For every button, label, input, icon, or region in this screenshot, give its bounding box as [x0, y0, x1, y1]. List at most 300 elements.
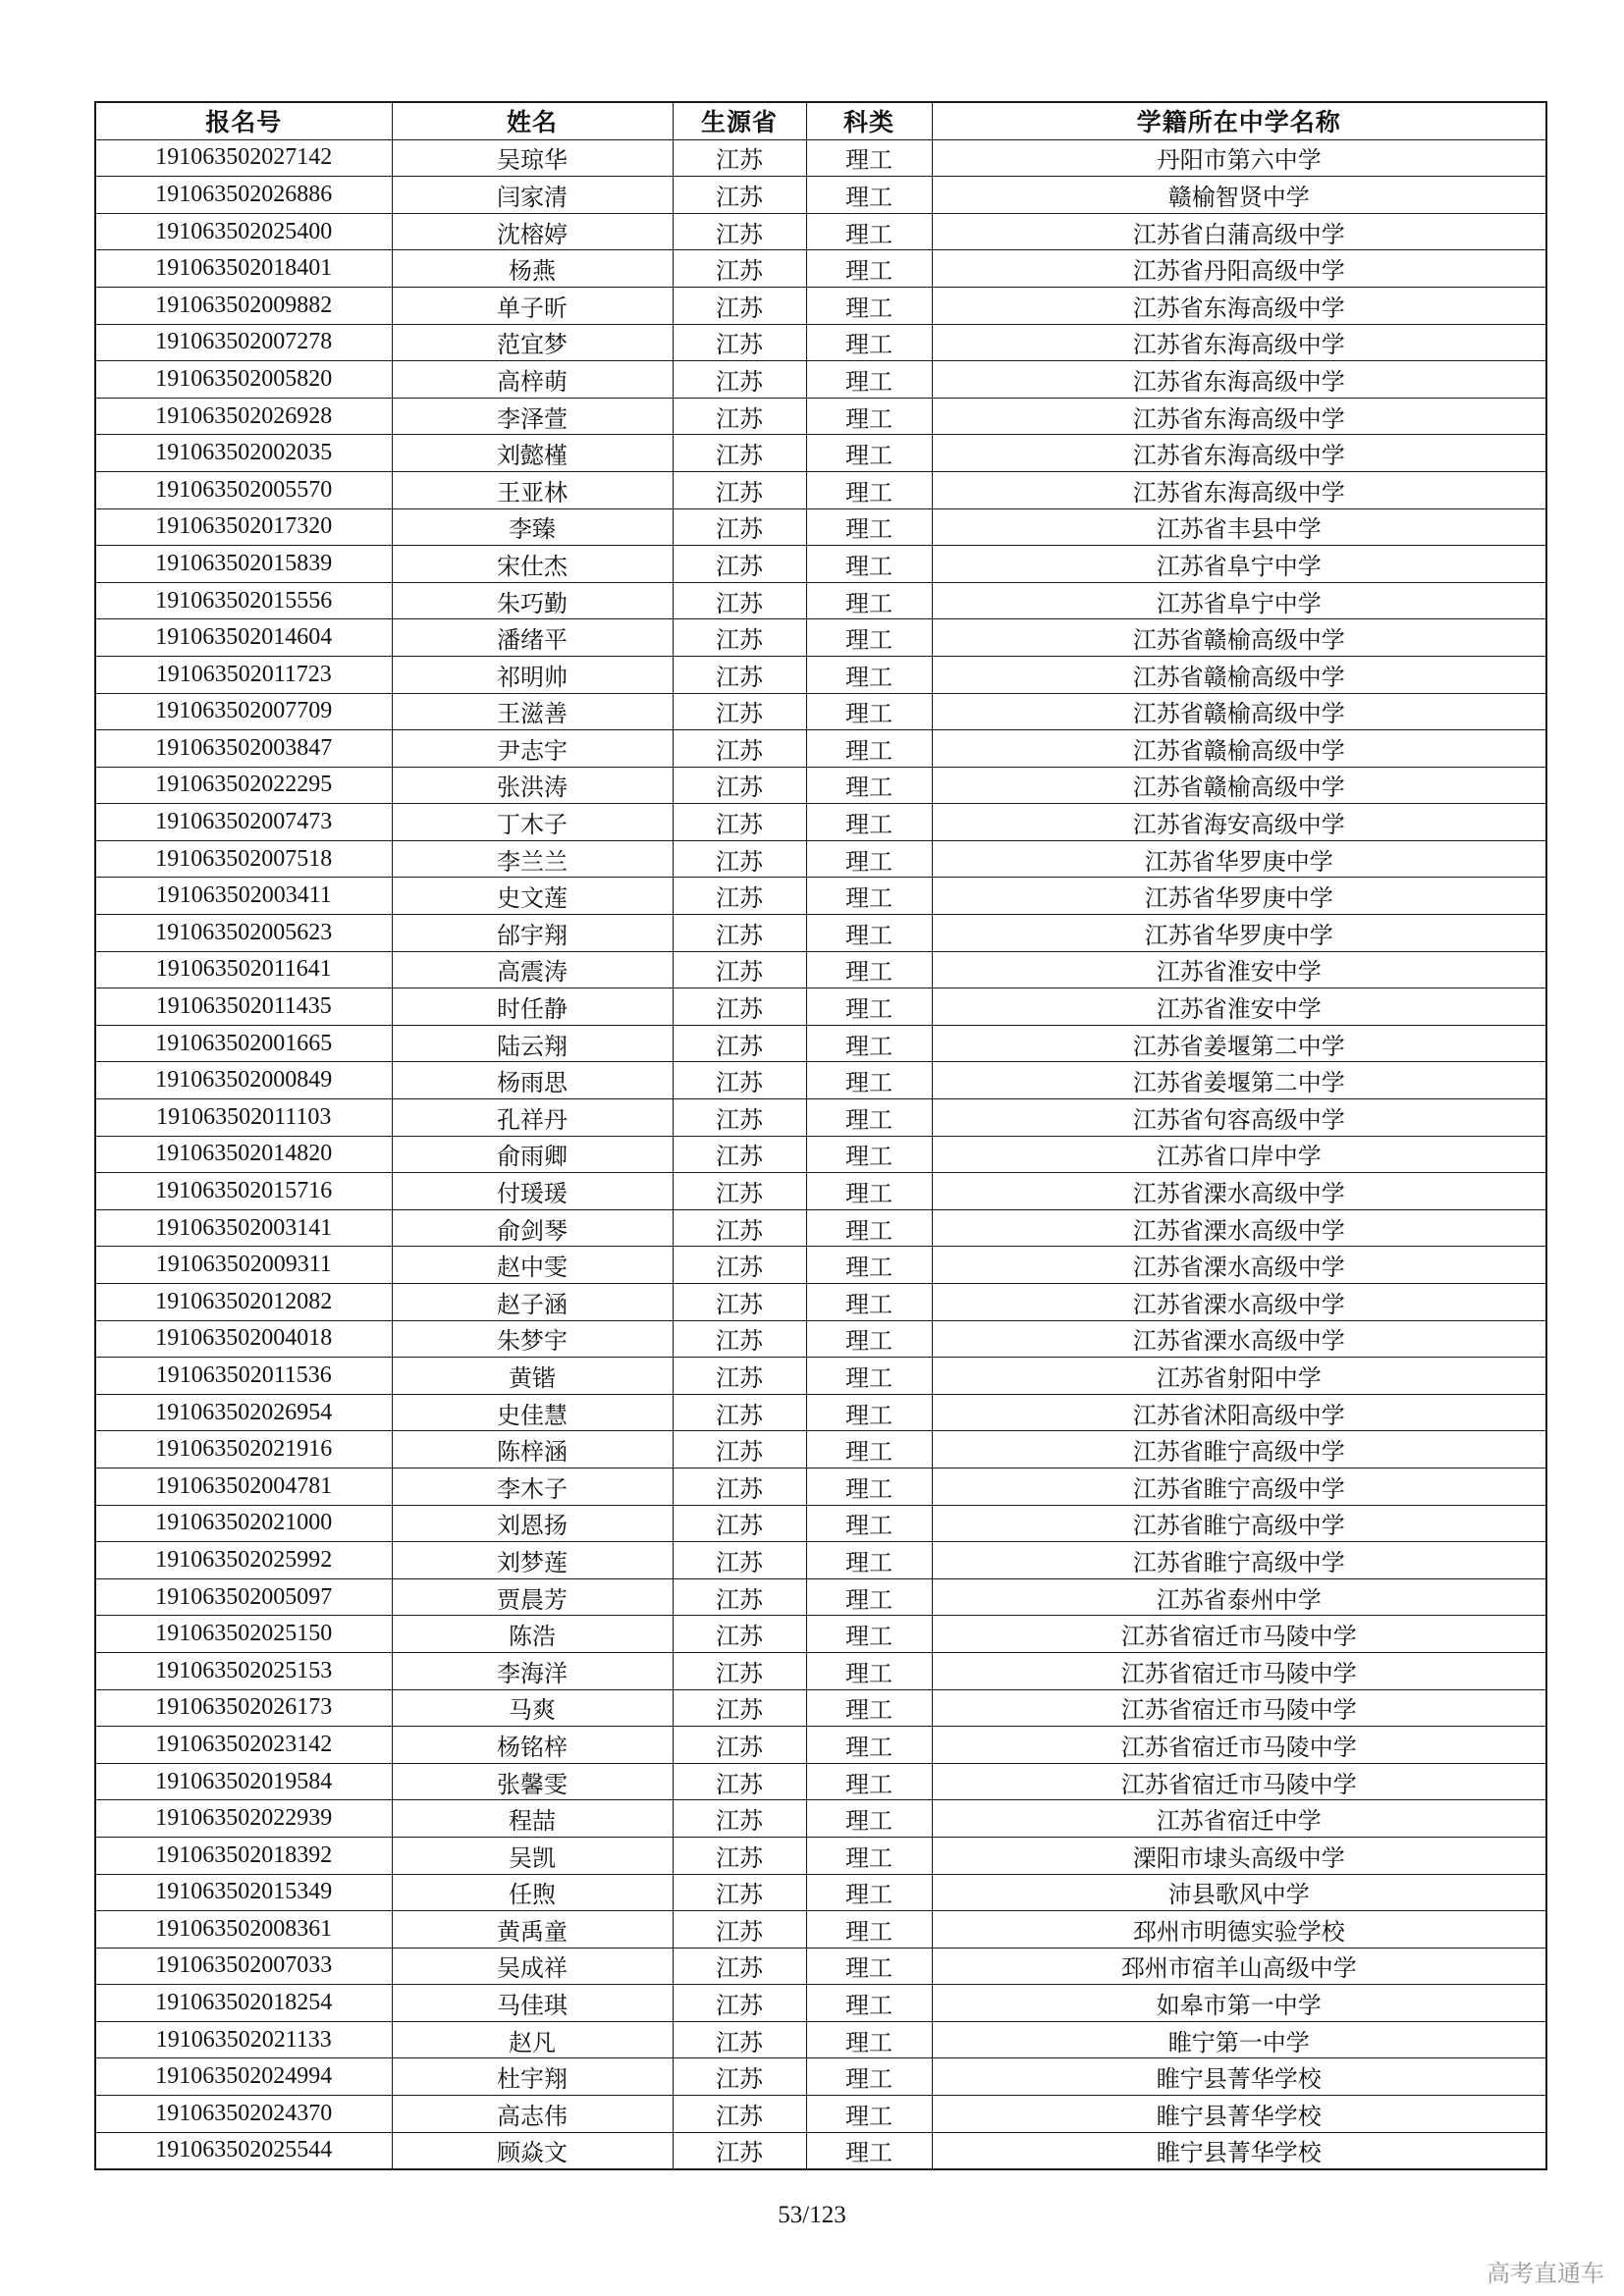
registration-number-cell: 191063502026886 [95, 177, 392, 214]
province-cell: 江苏 [673, 1578, 806, 1616]
province-cell: 江苏 [673, 582, 806, 619]
header-school: 学籍所在中学名称 [932, 102, 1546, 139]
name-cell: 王滋善 [392, 693, 673, 730]
table-row [95, 1911, 1546, 1949]
school-cell: 江苏省东海高级中学 [932, 398, 1546, 435]
category-cell: 理工 [806, 1578, 932, 1616]
name-cell: 马爽 [392, 1689, 673, 1727]
registration-number-cell: 191063502005097 [95, 1578, 392, 1616]
province-cell: 江苏 [673, 139, 806, 177]
table-row [95, 619, 1546, 657]
province-cell: 江苏 [673, 1099, 806, 1137]
category-cell: 理工 [806, 435, 932, 472]
registration-number-cell: 191063502012082 [95, 1284, 392, 1321]
name-cell: 贾晨芳 [392, 1578, 673, 1616]
name-cell: 宋仕杰 [392, 546, 673, 583]
table-row [95, 2058, 1546, 2096]
name-cell: 朱巧勤 [392, 582, 673, 619]
header-registration-number: 报名号 [95, 102, 392, 139]
table-row [95, 2132, 1546, 2169]
page-number: 53/123 [778, 2202, 846, 2228]
table-row [95, 1025, 1546, 1062]
category-cell: 理工 [806, 2021, 932, 2058]
table-row [95, 1763, 1546, 1800]
name-cell: 高梓萌 [392, 361, 673, 399]
category-cell: 理工 [806, 1136, 932, 1173]
name-cell: 闫家清 [392, 177, 673, 214]
province-cell: 江苏 [673, 2132, 806, 2169]
registration-number-cell: 191063502005623 [95, 915, 392, 952]
name-cell: 高志伟 [392, 2096, 673, 2133]
province-cell: 江苏 [673, 1468, 806, 1505]
province-cell: 江苏 [673, 1247, 806, 1284]
registration-number-cell: 191063502007033 [95, 1948, 392, 1985]
province-cell: 江苏 [673, 287, 806, 324]
table-row [95, 730, 1546, 768]
category-cell: 理工 [806, 1025, 932, 1062]
school-cell: 邳州市明德实验学校 [932, 1911, 1546, 1949]
category-cell: 理工 [806, 471, 932, 508]
table-row [95, 1505, 1546, 1542]
name-cell: 任煦 [392, 1874, 673, 1911]
table-row [95, 250, 1546, 288]
table-row [95, 398, 1546, 435]
name-cell: 黄禹童 [392, 1911, 673, 1949]
table-row [95, 1136, 1546, 1173]
registration-number-cell: 191063502021133 [95, 2021, 392, 2058]
table-row [95, 582, 1546, 619]
table-row [95, 1284, 1546, 1321]
table-row [95, 471, 1546, 508]
category-cell: 理工 [806, 1763, 932, 1800]
name-cell: 程喆 [392, 1800, 673, 1838]
school-cell: 江苏省华罗庚中学 [932, 915, 1546, 952]
registration-number-cell: 191063502015556 [95, 582, 392, 619]
category-cell: 理工 [806, 1358, 932, 1395]
category-cell: 理工 [806, 1689, 932, 1727]
category-cell: 理工 [806, 1985, 932, 2022]
table-row [95, 1689, 1546, 1727]
registration-number-cell: 191063502025544 [95, 2132, 392, 2169]
registration-number-cell: 191063502025992 [95, 1542, 392, 1579]
province-cell: 江苏 [673, 1358, 806, 1395]
name-cell: 杨铭梓 [392, 1727, 673, 1764]
table-row [95, 2021, 1546, 2058]
table-row [95, 1247, 1546, 1284]
school-cell: 江苏省宿迁市马陵中学 [932, 1763, 1546, 1800]
table-row [95, 1173, 1546, 1210]
table-row [95, 878, 1546, 915]
name-cell: 单子昕 [392, 287, 673, 324]
province-cell: 江苏 [673, 1136, 806, 1173]
school-cell: 江苏省睢宁高级中学 [932, 1431, 1546, 1468]
registration-number-cell: 191063502023142 [95, 1727, 392, 1764]
table-row [95, 1431, 1546, 1468]
name-cell: 顾焱文 [392, 2132, 673, 2169]
province-cell: 江苏 [673, 1727, 806, 1764]
category-cell: 理工 [806, 1099, 932, 1137]
province-cell: 江苏 [673, 1542, 806, 1579]
table-row [95, 177, 1546, 214]
registration-number-cell: 191063502007518 [95, 840, 392, 878]
table-row [95, 435, 1546, 472]
school-cell: 如皋市第一中学 [932, 1985, 1546, 2022]
name-cell: 赵中雯 [392, 1247, 673, 1284]
category-cell: 理工 [806, 656, 932, 693]
name-cell: 王亚林 [392, 471, 673, 508]
school-cell: 江苏省阜宁中学 [932, 582, 1546, 619]
school-cell: 江苏省丹阳高级中学 [932, 250, 1546, 288]
school-cell: 江苏省东海高级中学 [932, 287, 1546, 324]
category-cell: 理工 [806, 1431, 932, 1468]
registration-number-cell: 191063502022939 [95, 1800, 392, 1838]
table-row [95, 1800, 1546, 1838]
category-cell: 理工 [806, 1062, 932, 1099]
registration-number-cell: 191063502005820 [95, 361, 392, 399]
registration-number-cell: 191063502015716 [95, 1173, 392, 1210]
school-cell: 江苏省宿迁市马陵中学 [932, 1616, 1546, 1653]
category-cell: 理工 [806, 1468, 932, 1505]
name-cell: 丁木子 [392, 804, 673, 841]
school-cell: 江苏省丰县中学 [932, 508, 1546, 546]
school-cell: 江苏省宿迁市马陵中学 [932, 1727, 1546, 1764]
school-cell: 江苏省姜堰第二中学 [932, 1025, 1546, 1062]
school-cell: 江苏省射阳中学 [932, 1358, 1546, 1395]
category-cell: 理工 [806, 324, 932, 361]
registration-number-cell: 191063502021000 [95, 1505, 392, 1542]
province-cell: 江苏 [673, 1985, 806, 2022]
name-cell: 孔祥丹 [392, 1099, 673, 1137]
registration-number-cell: 191063502018392 [95, 1837, 392, 1874]
category-cell: 理工 [806, 1727, 932, 1764]
registration-number-cell: 191063502009311 [95, 1247, 392, 1284]
school-cell: 睢宁县菁华学校 [932, 2058, 1546, 2096]
category-cell: 理工 [806, 730, 932, 768]
name-cell: 祁明帅 [392, 656, 673, 693]
category-cell: 理工 [806, 2096, 932, 2133]
name-cell: 尹志宇 [392, 730, 673, 768]
table-row [95, 1062, 1546, 1099]
school-cell: 江苏省淮安中学 [932, 951, 1546, 988]
province-cell: 江苏 [673, 988, 806, 1026]
table-row [95, 1394, 1546, 1431]
registration-number-cell: 191063502025150 [95, 1616, 392, 1653]
province-cell: 江苏 [673, 1209, 806, 1247]
registration-number-cell: 191063502014820 [95, 1136, 392, 1173]
category-cell: 理工 [806, 213, 932, 250]
category-cell: 理工 [806, 546, 932, 583]
name-cell: 张馨雯 [392, 1763, 673, 1800]
school-cell: 江苏省赣榆高级中学 [932, 730, 1546, 768]
table-row [95, 1837, 1546, 1874]
table-row [95, 693, 1546, 730]
registration-number-cell: 191063502001665 [95, 1025, 392, 1062]
table-row [95, 213, 1546, 250]
province-cell: 江苏 [673, 1874, 806, 1911]
province-cell: 江苏 [673, 1062, 806, 1099]
admission-roster-table [94, 101, 1547, 2170]
header-province: 生源省 [673, 102, 806, 139]
province-cell: 江苏 [673, 1763, 806, 1800]
school-cell: 江苏省赣榆高级中学 [932, 693, 1546, 730]
name-cell: 付瑗瑗 [392, 1173, 673, 1210]
registration-number-cell: 191063502004781 [95, 1468, 392, 1505]
school-cell: 邳州市宿羊山高级中学 [932, 1948, 1546, 1985]
name-cell: 李泽萱 [392, 398, 673, 435]
registration-number-cell: 191063502004018 [95, 1320, 392, 1358]
table-row [95, 546, 1546, 583]
category-cell: 理工 [806, 840, 932, 878]
category-cell: 理工 [806, 1874, 932, 1911]
province-cell: 江苏 [673, 177, 806, 214]
school-cell: 赣榆智贤中学 [932, 177, 1546, 214]
registration-number-cell: 191063502027142 [95, 139, 392, 177]
province-cell: 江苏 [673, 1173, 806, 1210]
registration-number-cell: 191063502011103 [95, 1099, 392, 1137]
table-row [95, 1616, 1546, 1653]
name-cell: 李兰兰 [392, 840, 673, 878]
province-cell: 江苏 [673, 508, 806, 546]
category-cell: 理工 [806, 582, 932, 619]
category-cell: 理工 [806, 361, 932, 399]
province-cell: 江苏 [673, 2021, 806, 2058]
name-cell: 潘绪平 [392, 619, 673, 657]
category-cell: 理工 [806, 1837, 932, 1874]
table-row [95, 1652, 1546, 1689]
province-cell: 江苏 [673, 1911, 806, 1949]
category-cell: 理工 [806, 1948, 932, 1985]
school-cell: 沛县歌风中学 [932, 1874, 1546, 1911]
name-cell: 刘懿槿 [392, 435, 673, 472]
province-cell: 江苏 [673, 1948, 806, 1985]
name-cell: 朱梦宇 [392, 1320, 673, 1358]
category-cell: 理工 [806, 915, 932, 952]
name-cell: 李木子 [392, 1468, 673, 1505]
name-cell: 俞雨卿 [392, 1136, 673, 1173]
registration-number-cell: 191063502022295 [95, 767, 392, 804]
table-row [95, 988, 1546, 1026]
registration-number-cell: 191063502011435 [95, 988, 392, 1026]
name-cell: 吴琼华 [392, 139, 673, 177]
table-row [95, 915, 1546, 952]
category-cell: 理工 [806, 139, 932, 177]
table-row [95, 508, 1546, 546]
name-cell: 杨雨思 [392, 1062, 673, 1099]
table-row [95, 1358, 1546, 1395]
category-cell: 理工 [806, 1911, 932, 1949]
school-cell: 江苏省赣榆高级中学 [932, 619, 1546, 657]
name-cell: 范宜梦 [392, 324, 673, 361]
registration-number-cell: 191063502025400 [95, 213, 392, 250]
name-cell: 赵子涵 [392, 1284, 673, 1321]
school-cell: 江苏省句容高级中学 [932, 1099, 1546, 1137]
school-cell: 江苏省溧水高级中学 [932, 1209, 1546, 1247]
province-cell: 江苏 [673, 1431, 806, 1468]
category-cell: 理工 [806, 619, 932, 657]
header-category: 科类 [806, 102, 932, 139]
category-cell: 理工 [806, 1284, 932, 1321]
table-row [95, 656, 1546, 693]
registration-number-cell: 191063502003141 [95, 1209, 392, 1247]
registration-number-cell: 191063502011641 [95, 951, 392, 988]
category-cell: 理工 [806, 2132, 932, 2169]
registration-number-cell: 191063502003847 [95, 730, 392, 768]
name-cell: 俞剑琴 [392, 1209, 673, 1247]
name-cell: 张洪涛 [392, 767, 673, 804]
category-cell: 理工 [806, 1247, 932, 1284]
registration-number-cell: 191063502008361 [95, 1911, 392, 1949]
province-cell: 江苏 [673, 915, 806, 952]
table-row [95, 767, 1546, 804]
table-row [95, 1099, 1546, 1137]
school-cell: 江苏省宿迁市马陵中学 [932, 1689, 1546, 1727]
province-cell: 江苏 [673, 1284, 806, 1321]
table-row [95, 287, 1546, 324]
name-cell: 史佳慧 [392, 1394, 673, 1431]
province-cell: 江苏 [673, 250, 806, 288]
province-cell: 江苏 [673, 324, 806, 361]
category-cell: 理工 [806, 988, 932, 1026]
table-row [95, 951, 1546, 988]
table-row [95, 139, 1546, 177]
name-cell: 陈梓涵 [392, 1431, 673, 1468]
name-cell: 陆云翔 [392, 1025, 673, 1062]
category-cell: 理工 [806, 804, 932, 841]
registration-number-cell: 191063502015839 [95, 546, 392, 583]
registration-number-cell: 191063502018254 [95, 1985, 392, 2022]
registration-number-cell: 191063502007709 [95, 693, 392, 730]
registration-number-cell: 191063502007473 [95, 804, 392, 841]
name-cell: 黄锴 [392, 1358, 673, 1395]
registration-number-cell: 191063502009882 [95, 287, 392, 324]
registration-number-cell: 191063502000849 [95, 1062, 392, 1099]
category-cell: 理工 [806, 1800, 932, 1838]
table-row [95, 1874, 1546, 1911]
category-cell: 理工 [806, 398, 932, 435]
table-header-row [95, 102, 1546, 139]
table-row [95, 1727, 1546, 1764]
school-cell: 江苏省溧水高级中学 [932, 1320, 1546, 1358]
school-cell: 江苏省华罗庚中学 [932, 878, 1546, 915]
school-cell: 江苏省宿迁市马陵中学 [932, 1652, 1546, 1689]
table-row [95, 2096, 1546, 2133]
category-cell: 理工 [806, 177, 932, 214]
school-cell: 睢宁县菁华学校 [932, 2132, 1546, 2169]
table-row [95, 1985, 1546, 2022]
province-cell: 江苏 [673, 1505, 806, 1542]
name-cell: 陈浩 [392, 1616, 673, 1653]
registration-number-cell: 191063502026173 [95, 1689, 392, 1727]
province-cell: 江苏 [673, 471, 806, 508]
name-cell: 赵凡 [392, 2021, 673, 2058]
name-cell: 吴凯 [392, 1837, 673, 1874]
registration-number-cell: 191063502002035 [95, 435, 392, 472]
province-cell: 江苏 [673, 435, 806, 472]
province-cell: 江苏 [673, 1652, 806, 1689]
province-cell: 江苏 [673, 2058, 806, 2096]
school-cell: 睢宁县菁华学校 [932, 2096, 1546, 2133]
school-cell: 江苏省东海高级中学 [932, 435, 1546, 472]
registration-number-cell: 191063502003411 [95, 878, 392, 915]
school-cell: 江苏省睢宁高级中学 [932, 1542, 1546, 1579]
school-cell: 溧阳市埭头高级中学 [932, 1837, 1546, 1874]
province-cell: 江苏 [673, 1025, 806, 1062]
category-cell: 理工 [806, 250, 932, 288]
table-row [95, 804, 1546, 841]
name-cell: 刘梦莲 [392, 1542, 673, 1579]
registration-number-cell: 191063502019584 [95, 1763, 392, 1800]
table-row [95, 1320, 1546, 1358]
school-cell: 丹阳市第六中学 [932, 139, 1546, 177]
province-cell: 江苏 [673, 546, 806, 583]
category-cell: 理工 [806, 1505, 932, 1542]
registration-number-cell: 191063502018401 [95, 250, 392, 288]
school-cell: 江苏省溧水高级中学 [932, 1173, 1546, 1210]
category-cell: 理工 [806, 287, 932, 324]
registration-number-cell: 191063502015349 [95, 1874, 392, 1911]
category-cell: 理工 [806, 508, 932, 546]
table-row [95, 840, 1546, 878]
table-row [95, 361, 1546, 399]
school-cell: 江苏省华罗庚中学 [932, 840, 1546, 878]
name-cell: 马佳琪 [392, 1985, 673, 2022]
registration-number-cell: 191063502026928 [95, 398, 392, 435]
province-cell: 江苏 [673, 951, 806, 988]
province-cell: 江苏 [673, 693, 806, 730]
province-cell: 江苏 [673, 730, 806, 768]
category-cell: 理工 [806, 1209, 932, 1247]
table-row [95, 1542, 1546, 1579]
category-cell: 理工 [806, 767, 932, 804]
school-cell: 江苏省溧水高级中学 [932, 1284, 1546, 1321]
school-cell: 江苏省阜宁中学 [932, 546, 1546, 583]
school-cell: 江苏省海安高级中学 [932, 804, 1546, 841]
name-cell: 刘恩扬 [392, 1505, 673, 1542]
category-cell: 理工 [806, 1652, 932, 1689]
school-cell: 江苏省姜堰第二中学 [932, 1062, 1546, 1099]
registration-number-cell: 191063502005570 [95, 471, 392, 508]
category-cell: 理工 [806, 1173, 932, 1210]
school-cell: 江苏省赣榆高级中学 [932, 767, 1546, 804]
registration-number-cell: 191063502007278 [95, 324, 392, 361]
school-cell: 江苏省睢宁高级中学 [932, 1468, 1546, 1505]
category-cell: 理工 [806, 2058, 932, 2096]
category-cell: 理工 [806, 951, 932, 988]
school-cell: 江苏省东海高级中学 [932, 324, 1546, 361]
table-row [95, 1578, 1546, 1616]
watermark: 高考直通车 [1487, 2260, 1604, 2287]
registration-number-cell: 191063502025153 [95, 1652, 392, 1689]
school-cell: 江苏省沭阳高级中学 [932, 1394, 1546, 1431]
province-cell: 江苏 [673, 2096, 806, 2133]
registration-number-cell: 191063502011536 [95, 1358, 392, 1395]
province-cell: 江苏 [673, 619, 806, 657]
province-cell: 江苏 [673, 398, 806, 435]
table-row [95, 1468, 1546, 1505]
school-cell: 江苏省东海高级中学 [932, 361, 1546, 399]
school-cell: 江苏省溧水高级中学 [932, 1247, 1546, 1284]
category-cell: 理工 [806, 1616, 932, 1653]
province-cell: 江苏 [673, 1394, 806, 1431]
header-name: 姓名 [392, 102, 673, 139]
table-row [95, 1209, 1546, 1247]
province-cell: 江苏 [673, 767, 806, 804]
category-cell: 理工 [806, 1320, 932, 1358]
school-cell: 江苏省赣榆高级中学 [932, 656, 1546, 693]
registration-number-cell: 191063502024994 [95, 2058, 392, 2096]
province-cell: 江苏 [673, 1320, 806, 1358]
province-cell: 江苏 [673, 840, 806, 878]
